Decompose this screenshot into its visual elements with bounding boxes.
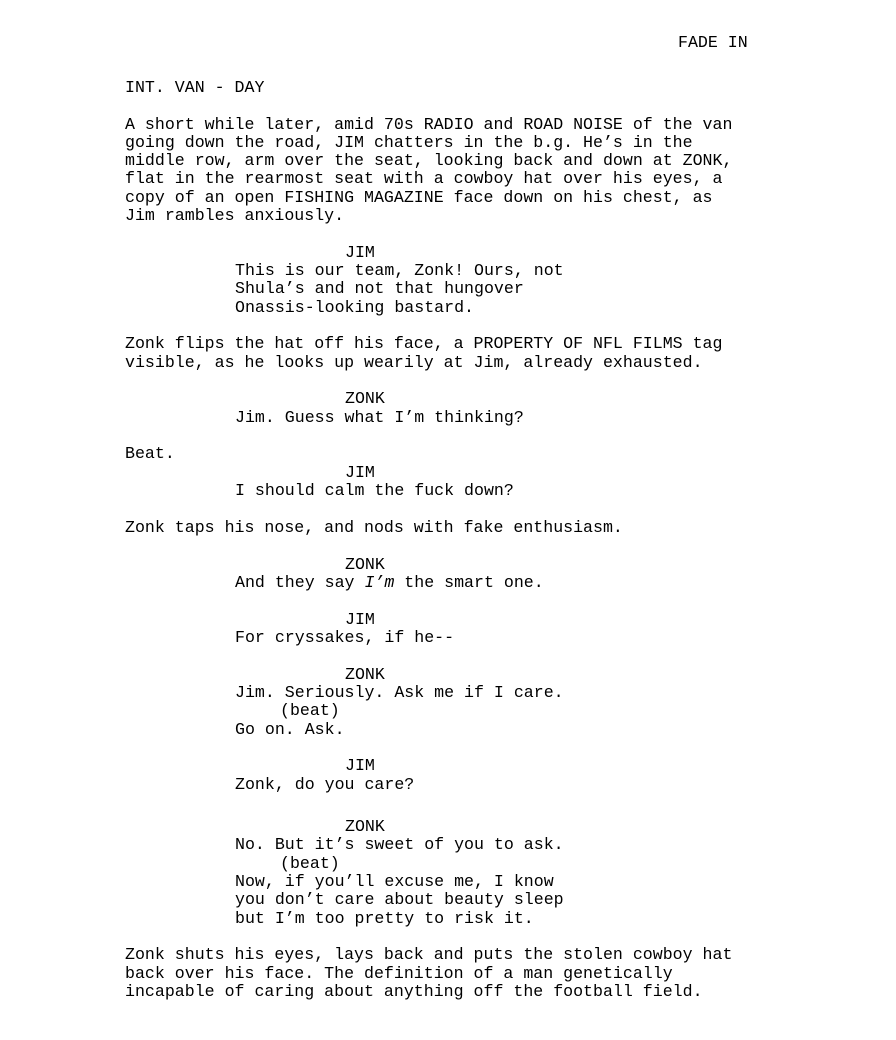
- action-line: Zonk shuts his eyes, lays back and puts the stolen cowboy hat: [125, 945, 733, 964]
- character-name: JIM: [345, 243, 375, 262]
- action-line: Jim rambles anxiously.: [125, 206, 345, 225]
- character-name: JIM: [345, 463, 375, 482]
- dialogue-line: you don’t care about beauty sleep: [235, 890, 564, 909]
- parenthetical: (beat): [280, 854, 340, 873]
- action-line: A short while later, amid 70s RADIO and ROAD NOISE of the van: [125, 115, 733, 134]
- parenthetical: (beat): [280, 701, 340, 720]
- dialogue-line: Jim. Seriously. Ask me if I care.: [235, 683, 564, 702]
- dialogue-text: And they say: [235, 573, 365, 592]
- action-line: flat in the rearmost seat with a cowboy hat over his eyes, a: [125, 169, 723, 188]
- dialogue-line: No. But it’s sweet of you to ask.: [235, 835, 564, 854]
- dialogue-line: Now, if you’ll excuse me, I know: [235, 872, 554, 891]
- action-line: incapable of caring about anything off the football field.: [125, 982, 703, 1001]
- character-name: JIM: [345, 756, 375, 775]
- action-line: Beat.: [125, 444, 175, 463]
- action-line: Zonk taps his nose, and nods with fake enthusiasm.: [125, 518, 623, 537]
- dialogue-line: Jim. Guess what I’m thinking?: [235, 408, 524, 427]
- dialogue-line: [235, 574, 544, 592]
- character-name: ZONK: [345, 389, 385, 408]
- dialogue-line: but I’m too pretty to risk it.: [235, 909, 534, 928]
- action-line: middle row, arm over the seat, looking back and down at ZONK,: [125, 151, 733, 170]
- emphasized-text: I’m: [364, 573, 395, 592]
- character-name: ZONK: [345, 665, 385, 684]
- action-line: visible, as he looks up wearily at Jim, already exhausted.: [125, 353, 703, 372]
- scene-heading: INT. VAN - DAY: [125, 78, 265, 97]
- character-name: JIM: [345, 610, 375, 629]
- dialogue-line: For cryssakes, if he--: [235, 628, 455, 647]
- character-name: ZONK: [345, 555, 385, 574]
- dialogue-line: Go on. Ask.: [235, 720, 345, 739]
- dialogue-line: Onassis-looking bastard.: [235, 298, 474, 317]
- dialogue-line: Shula’s and not that hungover: [235, 279, 524, 298]
- dialogue-line: I should calm the fuck down?: [235, 481, 514, 500]
- character-name: ZONK: [345, 817, 385, 836]
- action-line: back over his face. The definition of a man genetically: [125, 964, 673, 983]
- dialogue-line: This is our team, Zonk! Ours, not: [235, 261, 564, 280]
- action-line: Zonk flips the hat off his face, a PROPERTY OF NFL FILMS tag: [125, 334, 723, 353]
- action-line: going down the road, JIM chatters in the b.g. He’s in the: [125, 133, 693, 152]
- transition: FADE IN: [678, 33, 748, 52]
- action-line: copy of an open FISHING MAGAZINE face down on his chest, as: [125, 188, 713, 207]
- dialogue-text: the smart one.: [394, 573, 544, 592]
- dialogue-line: Zonk, do you care?: [235, 775, 415, 794]
